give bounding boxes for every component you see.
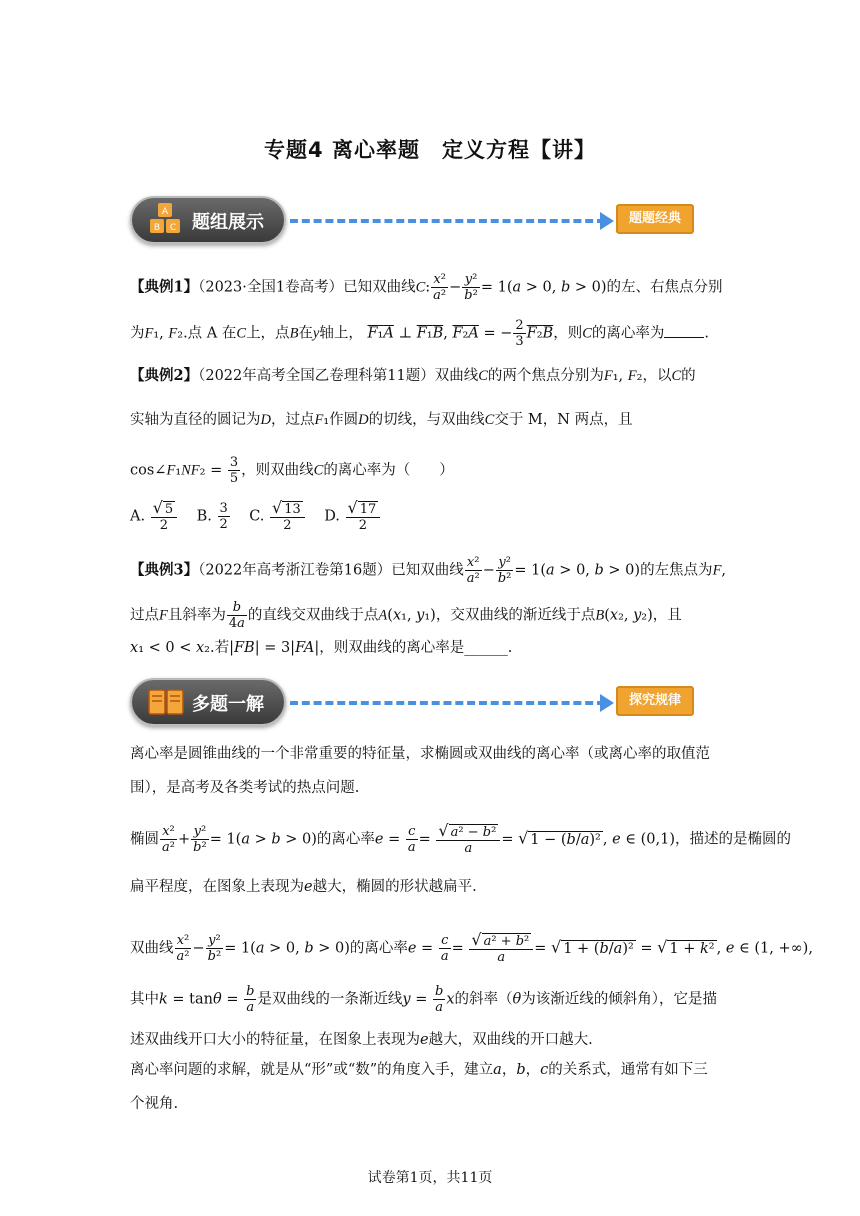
text: （2022年高考浙江卷第16题）已知双曲线 bbox=[198, 562, 464, 579]
paragraph-final-line-1: 离心率问题的求解，就是从“形”或“数”的角度入手，建立a，b，c的关系式，通常有如下三 bbox=[130, 1062, 708, 1078]
banner-tag: 题题经典 bbox=[616, 204, 694, 234]
text: 的离心率 bbox=[316, 831, 375, 848]
text: ，则双曲线的离心率是 bbox=[319, 640, 465, 656]
example-2-line-1: 【典例2】（2022年高考全国乙卷理科第11题）双曲线C的两个焦点分别为F₁, F₂，以C的 bbox=[130, 367, 696, 384]
svg-text:A: A bbox=[161, 207, 169, 217]
text: ，交双曲线的渐近线于点 bbox=[435, 607, 596, 624]
text: 是双曲线的一条渐近线 bbox=[257, 991, 403, 1008]
text: 的左、右焦点分别 bbox=[606, 279, 723, 296]
text: 上，点 bbox=[246, 325, 290, 342]
page-title: 专题4 离心率题 定义方程【讲】 bbox=[264, 138, 596, 162]
ellipse-eccentricity-line: 椭圆 $\frac{\text{x²}}{\text{a²}}$ + $\frac{\text{y²}}{\text{b²}}$ = 1(a > b > 0)的离心率e = $\frac{c}{a}$ = $\frac{\text{√ a² − b²}}{a}$ = √ 1 − (b/a)² , e ∈ (0,1)，描述的是椭圆的 bbox=[130, 821, 791, 856]
dashed-arrow-line bbox=[290, 219, 605, 223]
dashed-arrow-line bbox=[290, 701, 605, 705]
page-footer: 试卷第1页，共11页 bbox=[367, 1170, 493, 1186]
text: （2022年高考全国乙卷理科第11题）双曲线 bbox=[198, 368, 479, 384]
option-a: A. bbox=[130, 508, 146, 525]
text: 越大，双曲线的开口越大. bbox=[428, 1032, 593, 1048]
text: .点 A 在 bbox=[183, 325, 237, 342]
text: 其中 bbox=[130, 991, 159, 1008]
example-2-line-2: 实轴为直径的圆记为D，过点F₁作圆D的切线，与双曲线C交于 M，N 两点，且 bbox=[130, 412, 633, 428]
text: ，则 bbox=[553, 325, 583, 342]
text: 双曲线 bbox=[130, 940, 174, 957]
text: 且斜率为 bbox=[167, 607, 226, 624]
example-1-line-2: 为F₁, F₂.点 A 在C上，点B在y轴上， F₁A ⊥ F₁B, F₂A = − $\frac{2}{3}$ F₂B，则C的离心率为 . bbox=[130, 318, 709, 349]
banner-label: 多题一解 bbox=[192, 694, 264, 715]
text: 实轴为直径的圆记为 bbox=[130, 412, 261, 428]
option-b: B. bbox=[196, 508, 212, 525]
hyperbola-description-line: 述双曲线开口大小的特征量，在图象上表现为e越大，双曲线的开口越大. bbox=[130, 1032, 593, 1048]
text: ，则双曲线 bbox=[241, 462, 314, 479]
banner-pill bbox=[130, 678, 286, 726]
text: 的斜率（ bbox=[454, 991, 513, 1008]
hyperbola-slope-line: 其中k = tanθ = $\frac{b}{a}$ 是双曲线的一条渐近线y = $\frac{b}{a}$ x的斜率（θ为该渐近线的倾斜角），它是描 bbox=[130, 984, 717, 1015]
banner-pill bbox=[130, 196, 286, 244]
example-3-line-3: x₁ < 0 < x₂.若|FB| = 3|FA|，则双曲线的离心率是______. bbox=[130, 640, 513, 656]
example-2-line-3: cos∠F₁NF₂ = $\frac{3}{5}$ ，则双曲线C的离心率为（ ） bbox=[130, 455, 454, 486]
section-banner-2 bbox=[130, 672, 696, 732]
option-d: D. bbox=[324, 508, 340, 525]
abc-blocks-icon bbox=[146, 200, 186, 240]
text: 交于 M，N 两点，且 bbox=[494, 412, 633, 428]
text: 的离心率为（ ） bbox=[323, 462, 454, 479]
text: 的 bbox=[681, 368, 696, 384]
text: 过点 bbox=[130, 607, 159, 624]
banner-tag: 探究规律 bbox=[616, 686, 694, 716]
text: 的直线交双曲线于点 bbox=[247, 607, 379, 624]
section-banner-1 bbox=[130, 190, 696, 250]
text: 的离心率为 bbox=[591, 325, 665, 342]
text: 为 bbox=[130, 325, 145, 342]
arrow-right-icon bbox=[600, 212, 614, 230]
option-c: C. bbox=[249, 508, 265, 525]
banner-label: 题组展示 bbox=[192, 212, 264, 233]
svg-text:C: C bbox=[169, 223, 177, 233]
hyperbola-eccentricity-line: 双曲线 $\frac{\text{x²}}{\text{a²}}$ − $\frac{\text{y²}}{\text{b²}}$ = 1(a > 0, b > 0)的离心率e = $\frac{c}{a}$ = $\frac{\text{√ a² + b²}}{a}$ = √ 1 + (b/a)² = √ 1 + k² , e ∈ (1, +∞), bbox=[130, 930, 813, 965]
text: 的离心率 bbox=[349, 940, 408, 957]
paragraph-1-line-1: 离心率是圆锥曲线的一个非常重要的特征量，求椭圆或双曲线的离心率（或离心率的取值范 bbox=[130, 746, 710, 762]
example-2-options: A. $\frac{√ 5}{2}$ B. $\frac{3}{2}$ C. $\frac{√ 13}{2}$ D. $\frac{√ 17}{2}$ bbox=[130, 500, 381, 533]
open-book-icon bbox=[146, 682, 186, 722]
text: 椭圆 bbox=[130, 831, 159, 848]
text: 离心率问题的求解，就是从“形”或“数”的角度入手，建立 bbox=[130, 1062, 494, 1078]
text: ，过点 bbox=[270, 412, 315, 428]
example-3-line-2: 过点F且斜率为 $\frac{b}{4a}$ 的直线交双曲线于点A(x₁, y₁)，交双曲线的渐近线于点B(x₂, y₂)，且 bbox=[130, 600, 682, 631]
example-3-line-1: 【典例3】（2022年高考浙江卷第16题）已知双曲线 $\frac{\text{x²}}{\text{a²}}$ − $\frac{\text{y²}}{\text{b²}}$ = 1(a > 0, b > 0)的左焦点为F, bbox=[130, 555, 727, 586]
text: ，且 bbox=[652, 607, 682, 624]
text: ，描述的是椭圆的 bbox=[675, 831, 791, 848]
text: 的切线，与双曲线 bbox=[368, 412, 485, 428]
text: 的左焦点为 bbox=[640, 562, 713, 579]
text: 扁平程度，在图象上表现为 bbox=[130, 879, 304, 895]
example-1-line-1: 【典例1】（2023·全国1卷高考）已知双曲线C: $\frac{\text{x²}}{\text{a²}}$ − $\frac{\text{y²}}{\text{b²}}$ = 1(a > 0, b > 0)的左、右焦点分别 bbox=[130, 272, 723, 303]
text: 的两个焦点分别为 bbox=[487, 368, 604, 384]
paragraph-final-line-2: 个视角. bbox=[130, 1096, 179, 1112]
text: 为该渐近线的倾斜角），它是描 bbox=[521, 991, 717, 1008]
answer-blank bbox=[664, 323, 704, 338]
example-label: 【典例3】 bbox=[130, 561, 199, 579]
text: 在 bbox=[298, 325, 313, 342]
text: 的关系式，通常有如下三 bbox=[548, 1062, 708, 1078]
text: （2023·全国1卷高考）已知双曲线 bbox=[198, 279, 416, 296]
example-label: 【典例2】 bbox=[130, 367, 199, 384]
example-label: 【典例1】 bbox=[130, 278, 199, 296]
text: 轴上， bbox=[319, 325, 363, 342]
text: 作圆 bbox=[329, 412, 359, 428]
text: 越大，椭圆的形状越扁平. bbox=[312, 879, 477, 895]
text: ，以 bbox=[642, 368, 672, 384]
ellipse-description-line: 扁平程度，在图象上表现为e越大，椭圆的形状越扁平. bbox=[130, 879, 477, 895]
svg-text:B: B bbox=[153, 223, 161, 233]
text: .若 bbox=[209, 640, 230, 656]
text: 述双曲线开口大小的特征量，在图象上表现为 bbox=[130, 1032, 420, 1048]
text: ______. bbox=[464, 640, 513, 656]
arrow-right-icon bbox=[600, 694, 614, 712]
paragraph-1-line-2: 围），是高考及各类考试的热点问题. bbox=[130, 780, 360, 796]
